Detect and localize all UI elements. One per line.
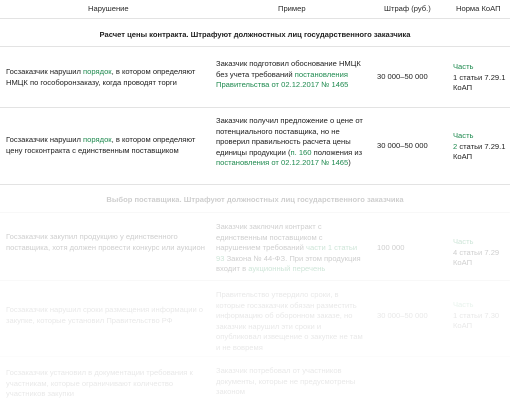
clause-link[interactable]: п. 160	[290, 147, 312, 157]
fine-cell: 100 000	[377, 243, 405, 252]
norm-article-link[interactable]: 2	[453, 141, 458, 151]
row-divider	[0, 184, 510, 185]
row-divider	[0, 107, 510, 108]
violation-cell: Госзаказчик нарушил сроки размещения информации о закупке, которые установил Правительство РФ	[6, 305, 204, 325]
violation-cell: Госзаказчик установил в документации требования к участникам, которые ограничивают количество участников закупки	[6, 368, 193, 399]
fine-cell: 30 000–50 000	[377, 72, 428, 81]
norm-cell: Часть 2 статьи 7.29.1 КоАП	[453, 131, 506, 162]
example-cell: Заказчик получил предложение о цене от потенциального поставщика, но не проверил правильность расчета цены единицы продукции (п. 160 положения из постановления от 02.12.2017 № 1465)	[216, 116, 363, 168]
fine-cell: 30 000–50 000	[377, 311, 428, 320]
column-header-fine: Штраф (руб.)	[384, 4, 431, 13]
norm-link[interactable]: Часть	[453, 237, 474, 246]
example-cell: Правительство утвердило сроки, в которые госзаказчик обязан разместить информацию об оборонном заказе, но заказчик нарушил эти сроки и опубликовал извещение о закупке не там и не вовремя	[216, 290, 363, 352]
resolution-link[interactable]: постановления Правительства от 02.12.2017 № 1465	[216, 69, 349, 90]
resolution-link[interactable]: постановления от 02.12.2017 № 1465	[216, 158, 349, 168]
row-divider	[0, 356, 510, 357]
section-divider	[0, 46, 510, 47]
example-cell: Заказчик заключил контракт с единственным поставщиком с нарушением требований части 1 статьи 93 Закона № 44-ФЗ. При этом продукция входит в аукционный перечень	[216, 222, 361, 274]
norm-link[interactable]: Часть	[453, 300, 474, 309]
section-divider	[0, 212, 510, 213]
section-title: Расчет цены контракта. Штрафуют должностных лиц государственного заказчика	[99, 30, 411, 39]
example-cell: Заказчик потребовал от участников документы, которые не предусмотрены законом	[216, 366, 356, 397]
column-header-norm: Норма КоАП	[456, 4, 501, 13]
order-link[interactable]: порядок	[83, 135, 112, 144]
fine-cell: 30 000–50 000	[377, 141, 428, 150]
section-title: Выбор поставщика. Штрафуют должностных лиц государственного заказчика	[106, 195, 404, 204]
violation-cell: Госзаказчик закупил продукцию у единственного поставщика, хотя должен провести конкурс или аукцион	[6, 232, 205, 252]
norm-cell: Часть 4 статьи 7.29 КоАП	[453, 237, 500, 268]
norm-link[interactable]: Часть	[453, 62, 474, 71]
row-divider	[0, 280, 510, 281]
auction-list-link[interactable]: аукционный перечень	[248, 264, 326, 274]
article-link[interactable]: части 1 статьи 93	[216, 243, 358, 263]
order-link[interactable]: порядок	[83, 67, 112, 76]
violation-cell: Госзаказчик нарушил порядок, в котором определяют НМЦК по гособоронзаказу, когда проводят торги	[6, 67, 196, 87]
norm-link[interactable]: Часть	[453, 131, 474, 140]
header-divider	[0, 18, 510, 19]
column-header-violation: Нарушение	[88, 4, 129, 13]
norm-cell: Часть 1 статьи 7.30 КоАП	[453, 300, 500, 331]
column-header-example: Пример	[278, 4, 306, 13]
violation-cell: Госзаказчик нарушил порядок, в котором определяют цену госконтракта с единственным поставщиком	[6, 135, 196, 155]
example-cell: Заказчик подготовил обоснование НМЦК без учета требований постановления Правительства от 02.12.2017 № 1465	[216, 59, 361, 90]
norm-cell: Часть 1 статьи 7.29.1 КоАП	[453, 62, 506, 93]
